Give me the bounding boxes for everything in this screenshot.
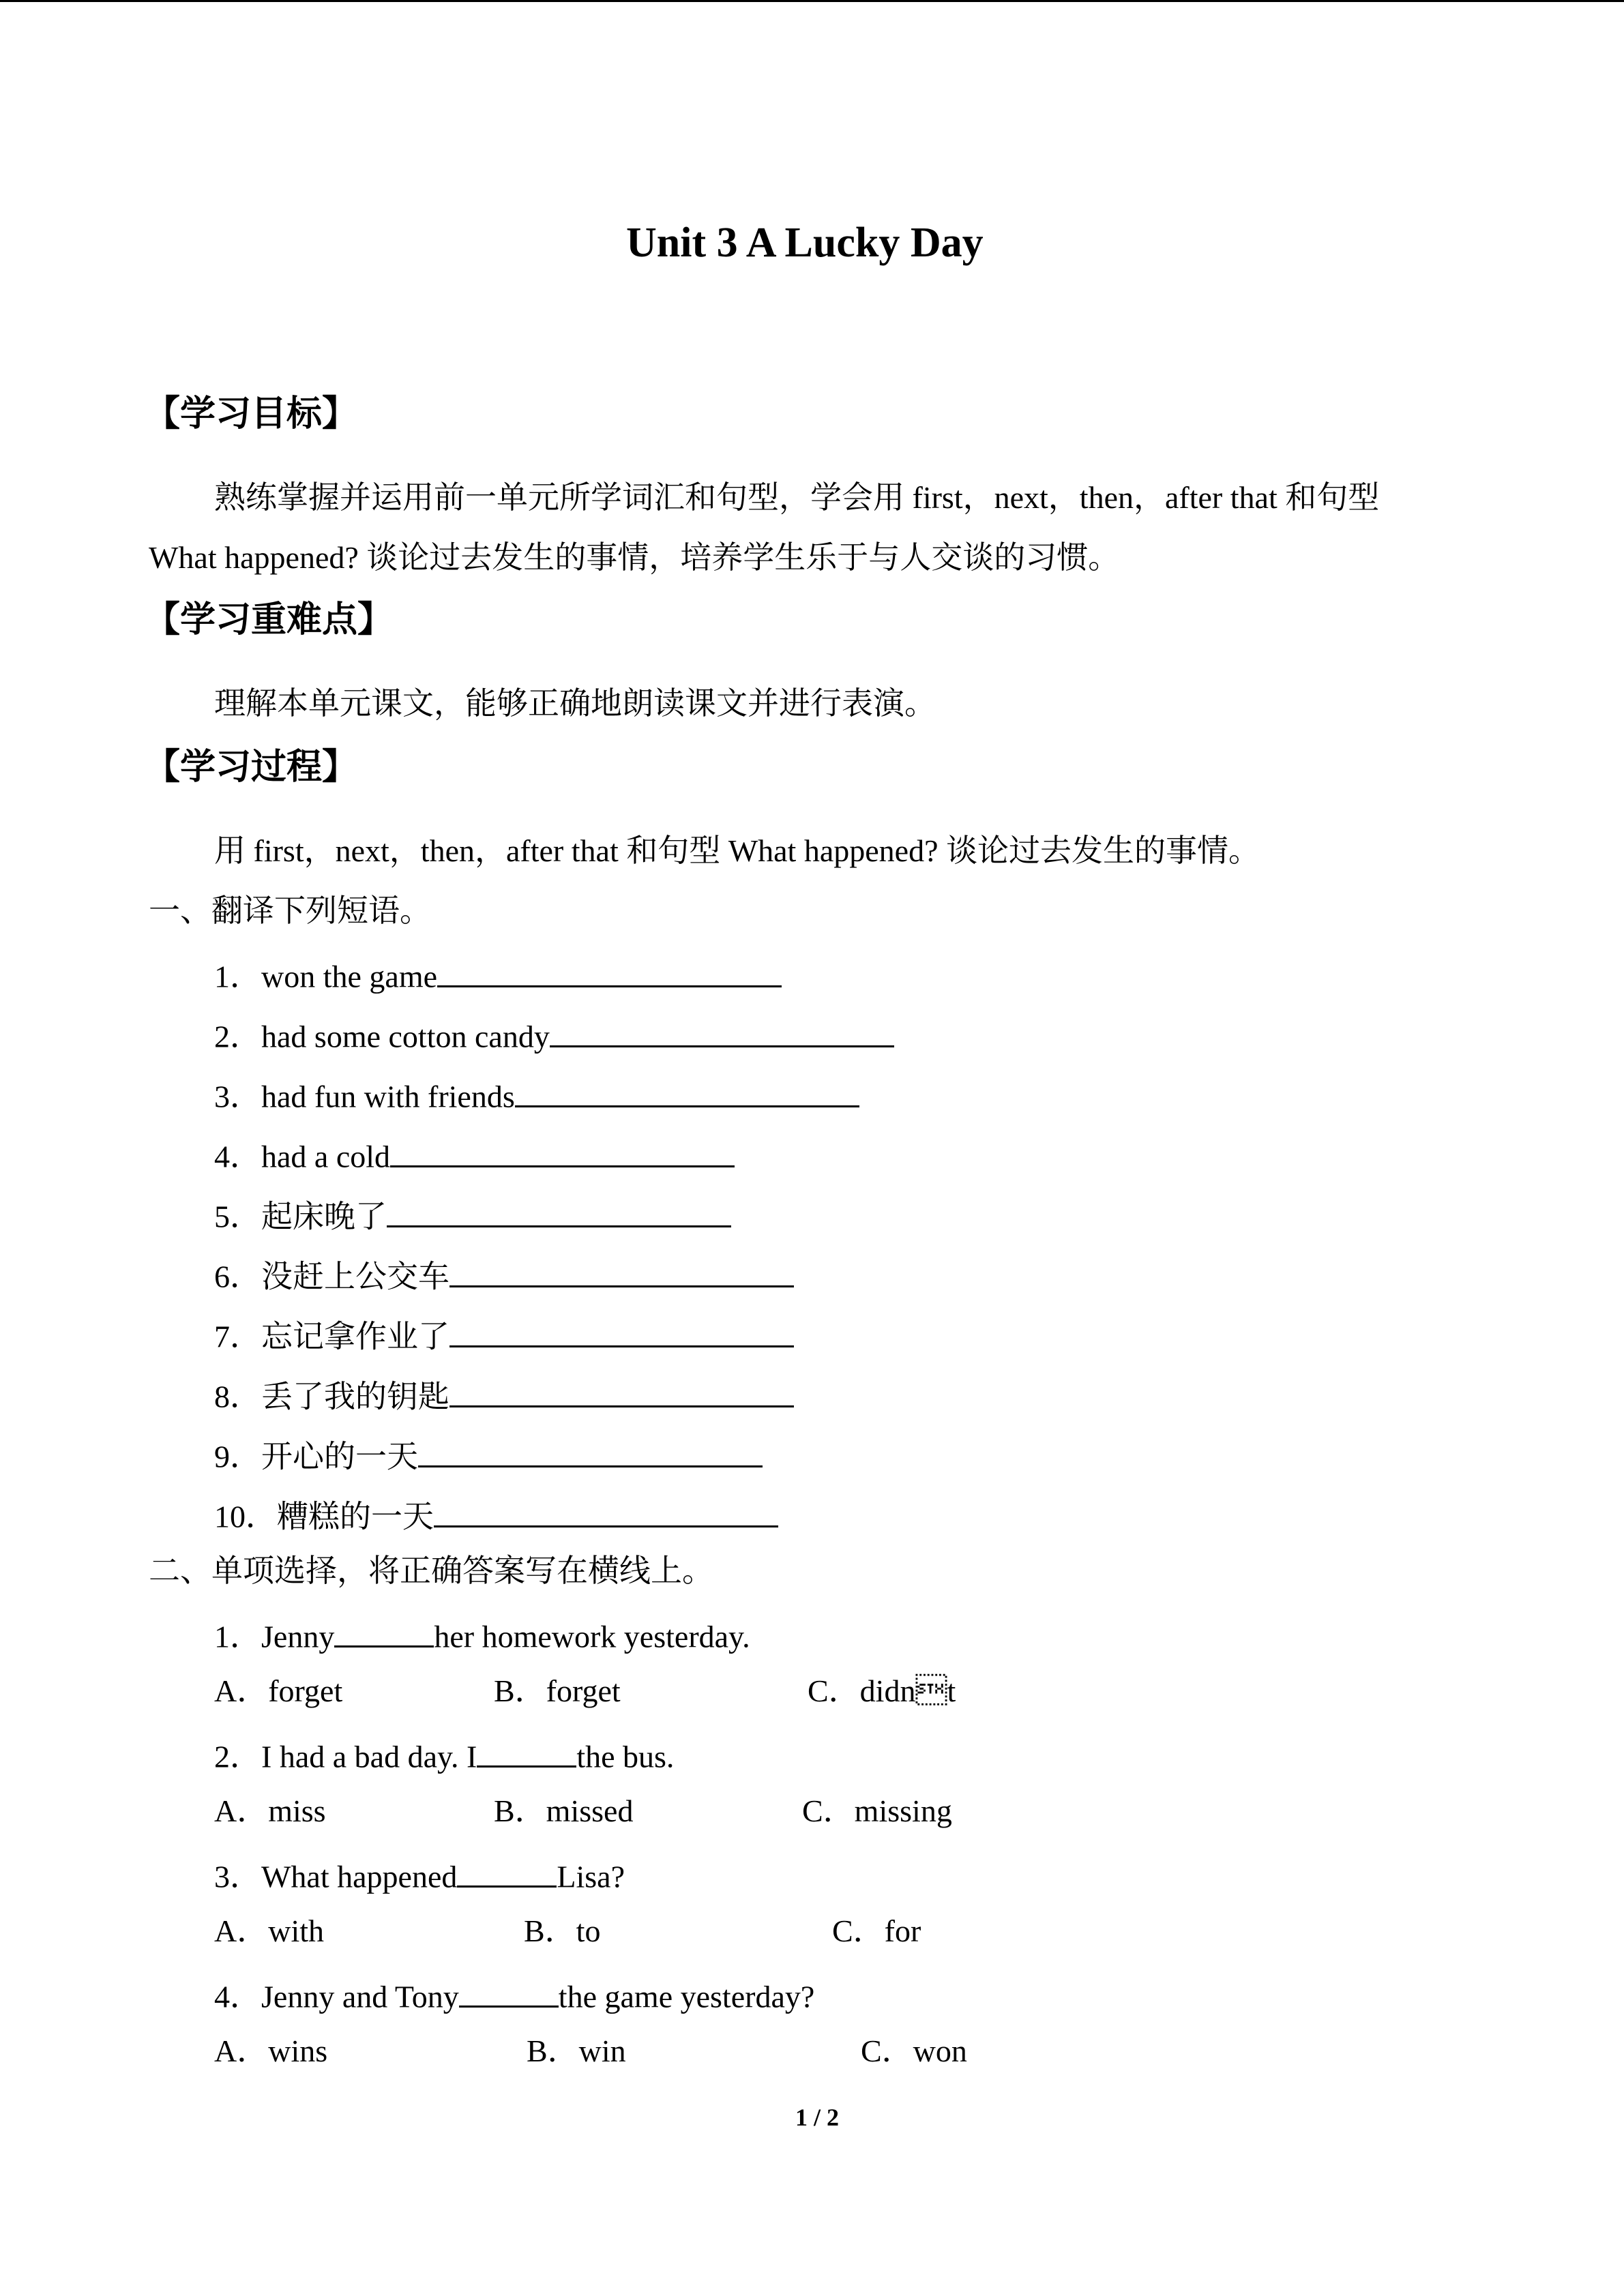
option-b[interactable]: B．missed xyxy=(494,1793,634,1828)
option-a[interactable]: A．miss xyxy=(214,1793,326,1828)
key-points-text: 理解本单元课文，能够正确地朗读课文并进行表演。 xyxy=(214,686,936,721)
answer-blank[interactable] xyxy=(387,1195,731,1227)
answer-blank[interactable] xyxy=(390,1135,735,1167)
answer-blank[interactable] xyxy=(418,1435,763,1467)
answer-blank[interactable] xyxy=(449,1375,794,1407)
page-number: 1 / 2 xyxy=(795,2104,840,2131)
answer-blank[interactable] xyxy=(477,1735,576,1768)
option-c[interactable]: C．won xyxy=(861,2033,967,2068)
answer-blank[interactable] xyxy=(437,955,782,987)
option-b[interactable]: B．to xyxy=(524,1913,601,1948)
goals-text-line1: 熟练掌握并运用前一单元所学词汇和句型，学会用 first，next，then，after that 和句型 xyxy=(214,480,1380,515)
translate-item: 8．丢了我的钥匙 xyxy=(214,1375,794,1413)
question-1: 1．Jenny her homework yesterday. xyxy=(214,1615,750,1653)
option-c[interactable]: C．for xyxy=(832,1913,921,1948)
answer-blank[interactable] xyxy=(457,1855,557,1888)
answer-blank[interactable] xyxy=(334,1615,434,1648)
answer-blank[interactable] xyxy=(434,1495,778,1527)
section-heading-goals: 【学习目标】 xyxy=(145,393,358,434)
translate-item: 7．忘记拿作业了 xyxy=(214,1315,794,1353)
section-heading-key-points: 【学习重难点】 xyxy=(145,599,394,640)
question-4: 4．Jenny and Tony the game yesterday? xyxy=(214,1976,814,2013)
translate-item: 5．起床晚了 xyxy=(214,1195,731,1233)
option-a[interactable]: A．wins xyxy=(214,2033,328,2068)
translate-item: 4．had a cold xyxy=(214,1135,735,1173)
part2-heading: 二、单项选择，将正确答案写在横线上。 xyxy=(149,1553,713,1588)
answer-blank[interactable] xyxy=(459,1976,559,2008)
option-c[interactable]: C．missing xyxy=(802,1793,952,1828)
question-3: 3．What happened Lisa? xyxy=(214,1855,625,1893)
process-text: 用 first，next，then，after that 和句型 What happened? 谈论过去发生的事情。 xyxy=(214,833,1260,868)
translate-item: 2．had some cotton candy xyxy=(214,1015,894,1053)
translate-item: 9．开心的一天 xyxy=(214,1435,763,1473)
answer-blank[interactable] xyxy=(449,1255,794,1287)
answer-blank[interactable] xyxy=(550,1015,894,1047)
translate-item: 1．won the game xyxy=(214,955,782,993)
page-title: Unit 3 A Lucky Day xyxy=(626,220,984,266)
answer-blank[interactable] xyxy=(515,1075,859,1107)
option-b[interactable]: B．win xyxy=(527,2033,626,2068)
option-c[interactable]: C．didnt xyxy=(808,1673,956,1708)
part1-heading: 一、翻译下列短语。 xyxy=(149,893,431,928)
answer-blank[interactable] xyxy=(449,1315,794,1347)
goals-text-line2: What happened? 谈论过去发生的事情，培养学生乐于与人交谈的习惯。 xyxy=(149,540,1120,575)
option-a[interactable]: A．with xyxy=(214,1913,324,1948)
option-b[interactable]: B．forget xyxy=(494,1673,621,1708)
question-2: 2．I had a bad day. I the bus. xyxy=(214,1735,674,1773)
translate-item: 6．没赶上公交车 xyxy=(214,1255,794,1293)
translate-item: 10．糟糕的一天 xyxy=(214,1495,778,1533)
translate-item: 3．had fun with friends xyxy=(214,1075,859,1113)
section-heading-process: 【学习过程】 xyxy=(145,747,358,788)
option-a[interactable]: A．forget xyxy=(214,1673,343,1708)
